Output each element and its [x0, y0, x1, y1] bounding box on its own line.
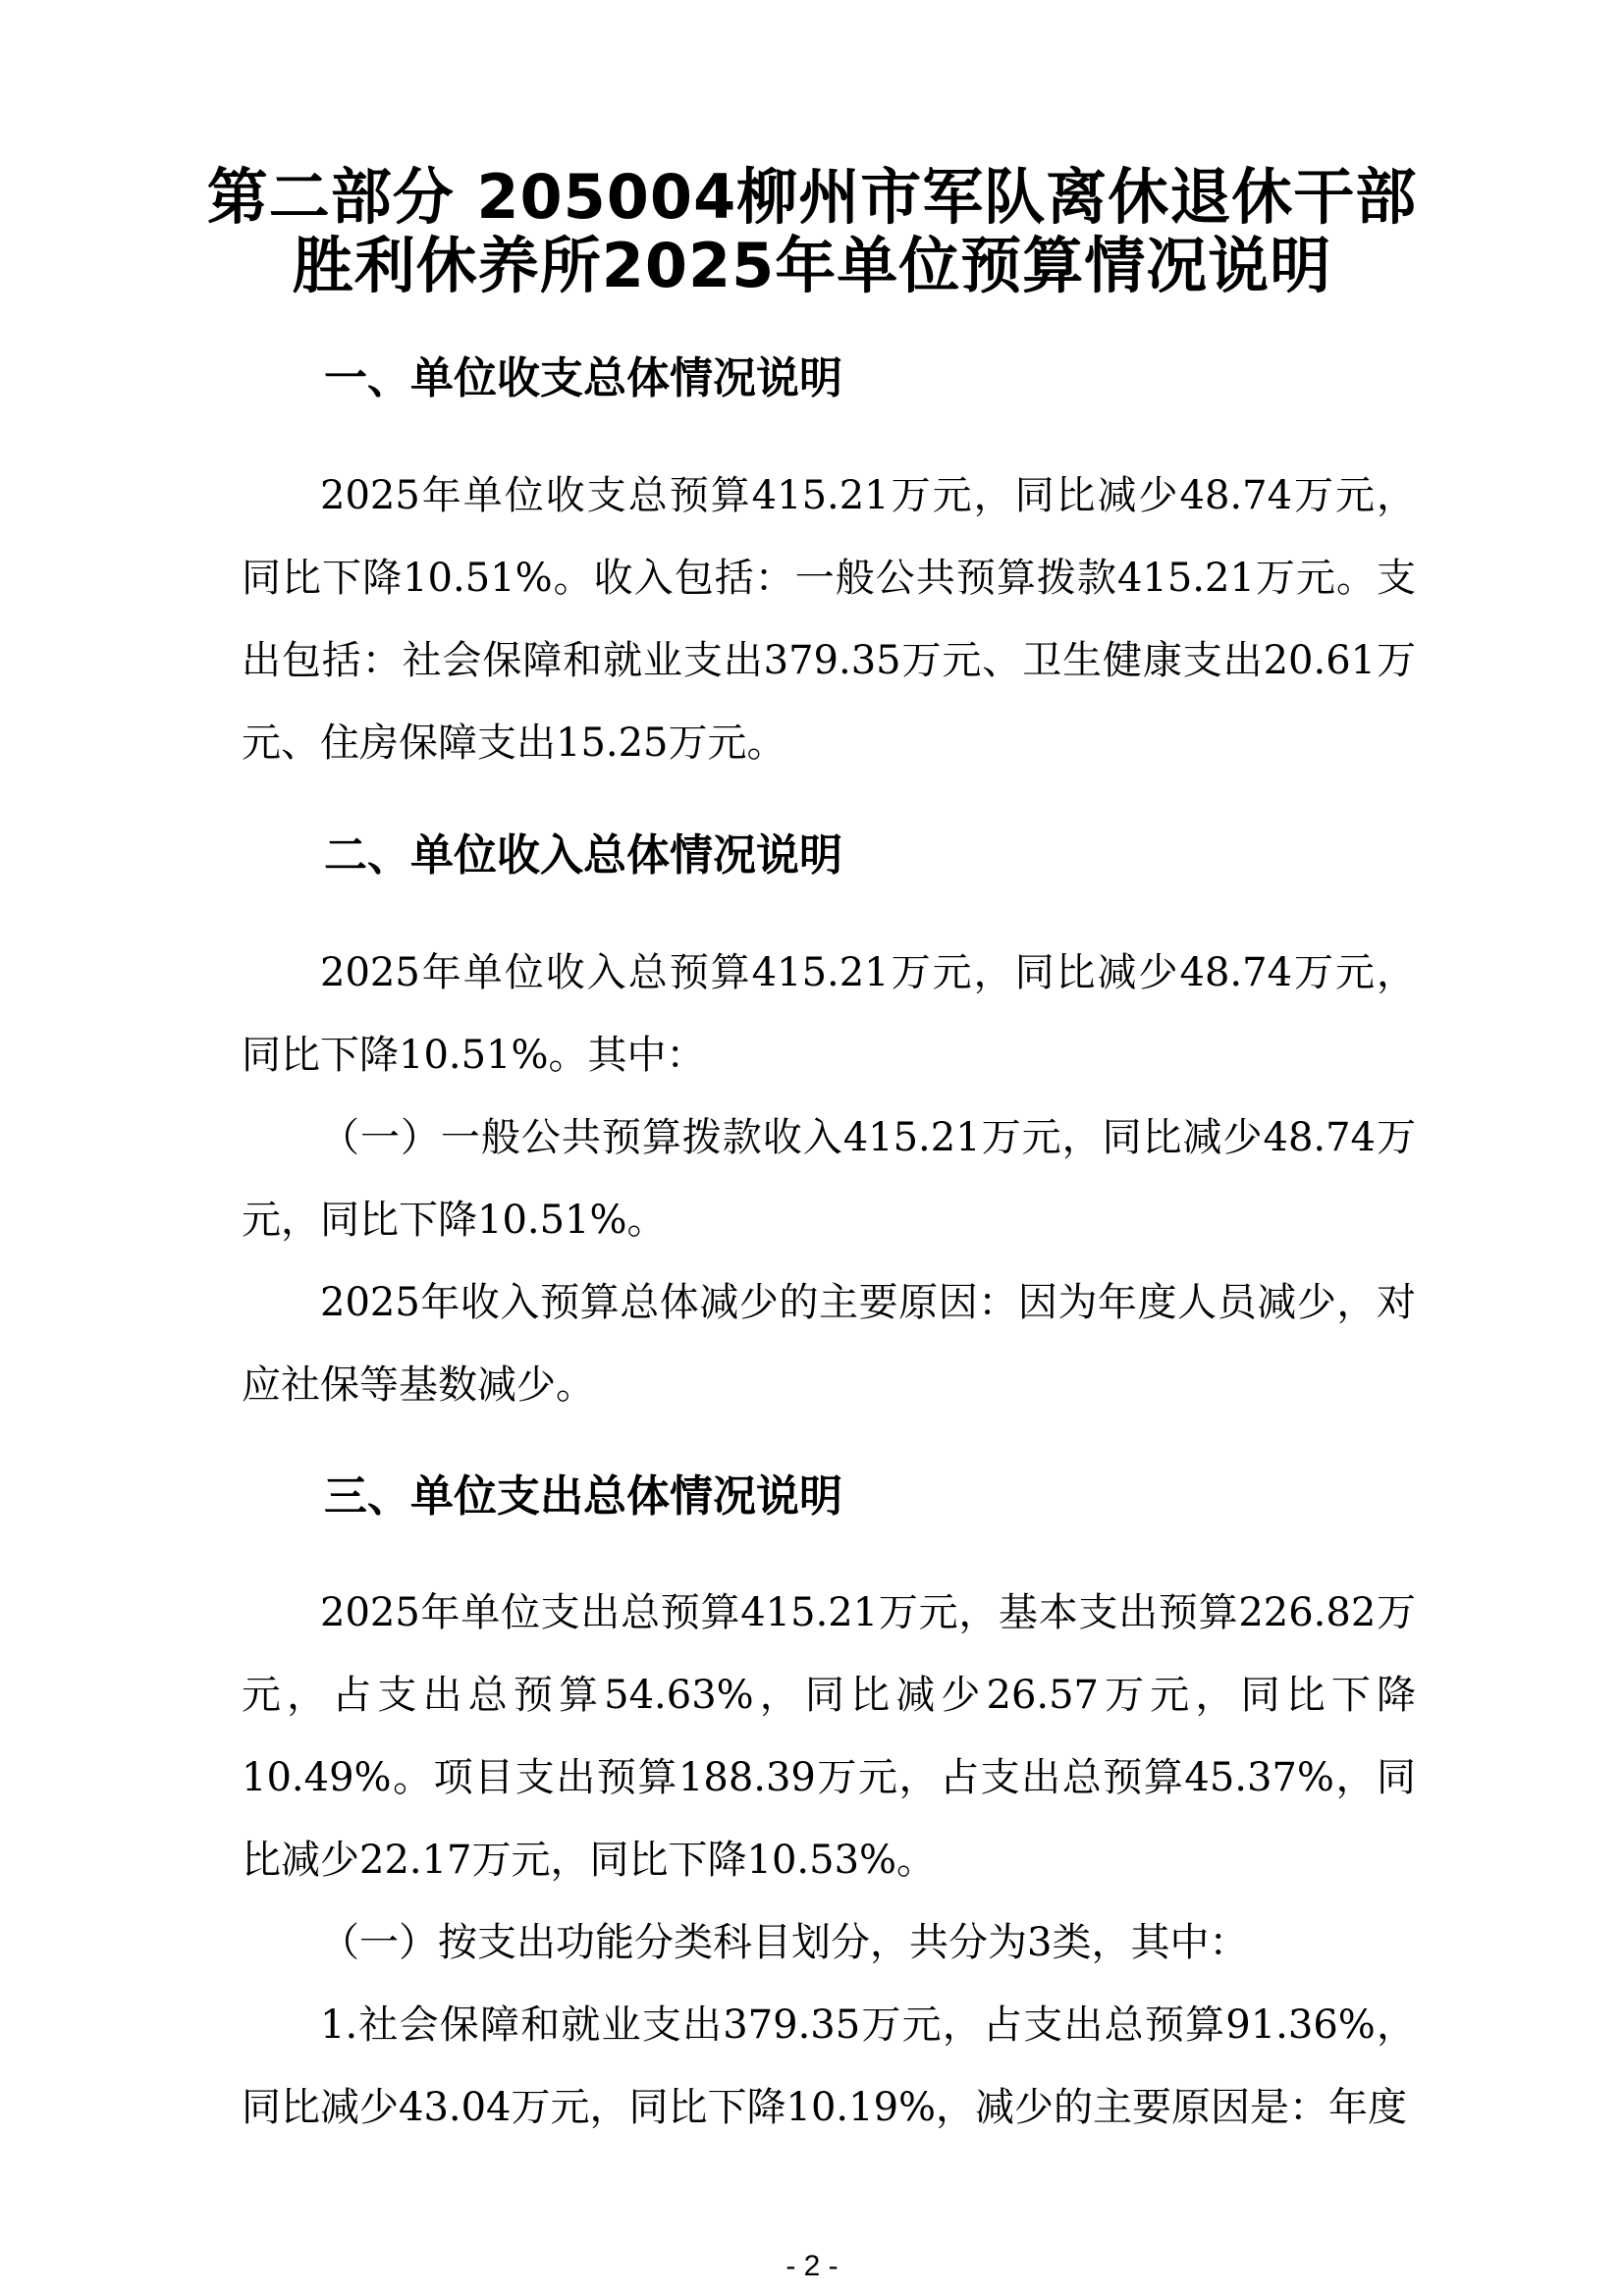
section-heading-3: 三、单位支出总体情况说明: [324, 1471, 842, 1522]
section-3-paragraph-1: 2025年单位支出总预算415.21万元，基本支出预算226.82万元，占支出总预算54.63%，同比减少26.57万元，同比下降10.49%。项目支出预算188.39万元，占支出总预算45.37%，同比减少22.17万元，同比下降10.53%。: [242, 1590, 1416, 1883]
section-2-paragraph-3: 2025年收入预算总体减少的主要原因：因为年度人员减少，对应社保等基数减少。: [242, 1280, 1416, 1408]
section-heading-2: 二、单位收入总体情况说明: [324, 830, 842, 881]
section-3-paragraph-2: （一）按支出功能分类科目划分，共分为3类，其中：: [320, 1920, 1249, 1965]
page-number: - 2 -: [785, 2250, 839, 2282]
section-3-paragraph-3: 1.社会保障和就业支出379.35万元，占支出总预算91.36%，同比减少43.04万元，同比下降10.19%，减少的主要原因是：年度: [242, 2002, 1416, 2130]
page-title-line-1: 第二部分 205004柳州市军队离休退休干部: [206, 161, 1418, 233]
section-2-paragraph-1: 2025年单位收入总预算415.21万元，同比减少48.74万元，同比下降10.51%。其中：: [242, 950, 1416, 1078]
section-1-paragraph-1: 2025年单位收支总预算415.21万元，同比减少48.74万元，同比下降10.51%。收入包括：一般公共预算拨款415.21万元。支出包括：社会保障和就业支出379.35万元、卫生健康支出20.61万元、住房保障支出15.25万元。: [242, 473, 1416, 766]
page-title-line-2: 胜利休养所2025年单位预算情况说明: [292, 230, 1332, 301]
section-heading-1: 一、单位收支总体情况说明: [324, 353, 842, 403]
section-2-paragraph-2: （一）一般公共预算拨款收入415.21万元，同比减少48.74万元，同比下降10.51%。: [242, 1115, 1416, 1243]
